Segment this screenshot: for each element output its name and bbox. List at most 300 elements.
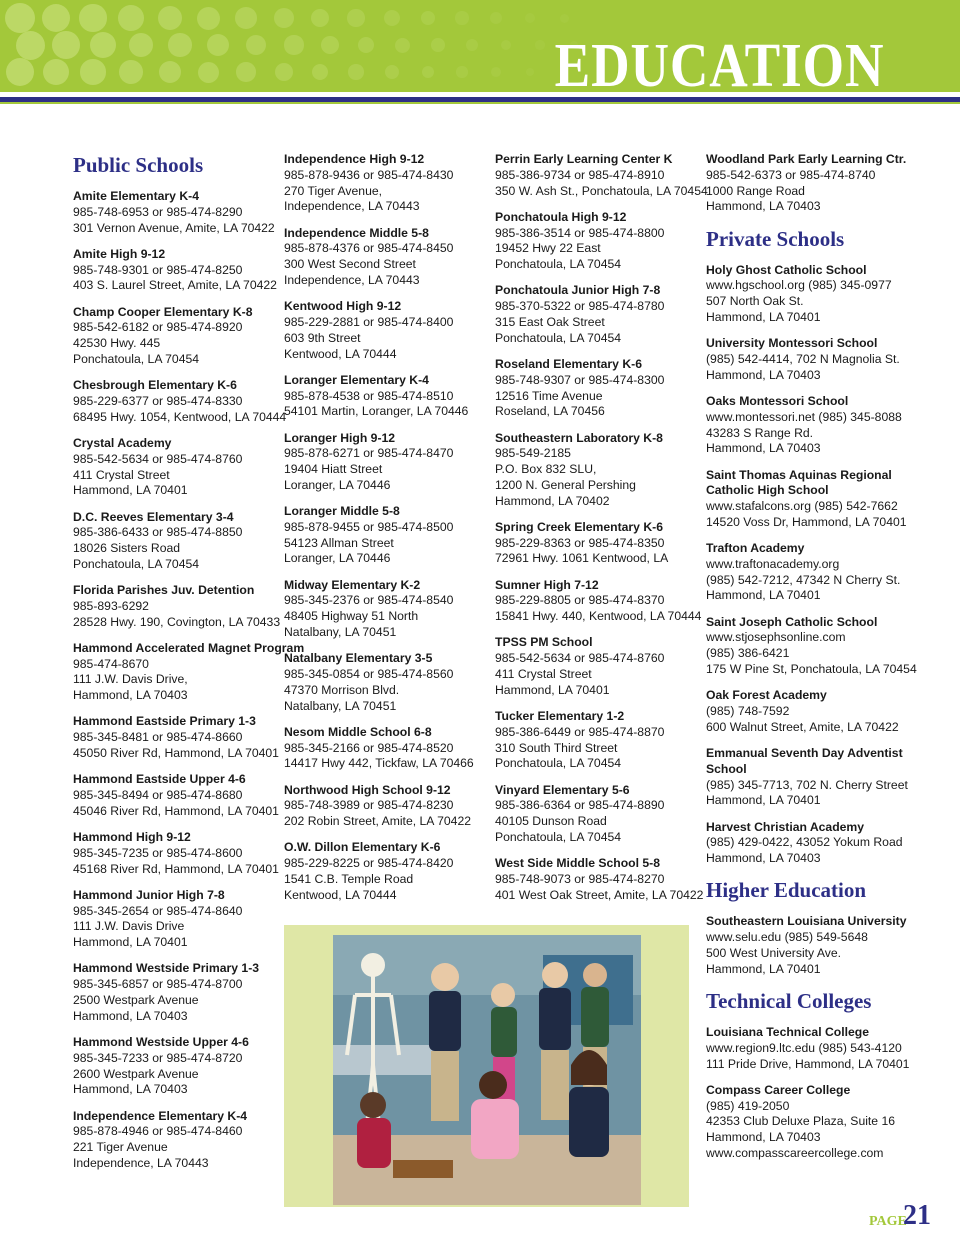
school-name: Saint Thomas Aquinas Regional <box>706 467 892 482</box>
school-entry <box>284 783 474 830</box>
school-detail-line: Ponchatoula, LA 70454 <box>73 351 200 366</box>
banner-dot <box>52 31 80 59</box>
school-entry <box>284 373 474 420</box>
school-detail-line: 985-748-6953 or 985-474-8290 <box>73 204 243 219</box>
school-detail-line: 45046 River Rd, Hammond, LA 70401 <box>73 803 279 818</box>
school-name: Harvest Christian Academy <box>706 819 865 834</box>
school-detail-line: 603 9th Street <box>284 330 361 345</box>
school-entry <box>495 709 708 772</box>
school-detail-line: 985-345-2654 or 985-474-8640 <box>73 903 243 918</box>
school-detail-line: Independence, LA 70443 <box>284 272 420 287</box>
school-detail-line: Kentwood, LA 70444 <box>284 346 397 361</box>
school-detail-line: 985-229-6377 or 985-474-8330 <box>73 393 243 408</box>
school-detail-line: 310 South Third Street <box>495 740 618 755</box>
school-entry <box>73 583 304 630</box>
school-detail-line: (985) 386-6421 <box>706 646 790 661</box>
school-detail-line: Hammond, LA 70403 <box>706 199 821 214</box>
banner-dot <box>358 37 374 53</box>
school-name: Emmanual Seventh Day Adventist <box>706 746 903 761</box>
page-title: EDUCATION <box>554 32 884 92</box>
banner-dot <box>395 38 410 53</box>
banner-dot <box>466 39 478 51</box>
school-detail-line: 270 Tiger Avenue, <box>284 183 383 198</box>
school-detail-line: 411 Crystal Street <box>73 467 170 482</box>
school-detail-line: 111 J.W. Davis Drive, <box>73 672 188 687</box>
school-detail-line: 985-542-5634 or 985-474-8760 <box>495 651 665 666</box>
school-name: Saint Joseph Catholic School <box>706 614 878 629</box>
school-entry <box>284 431 474 494</box>
school-entry <box>706 263 917 326</box>
school-detail-line: www.selu.edu (985) 549-5648 <box>706 930 868 945</box>
banner-dot <box>158 6 182 30</box>
school-entry <box>706 468 917 531</box>
banner-dot <box>525 13 535 23</box>
school-detail-line: (985) 419-2050 <box>706 1098 790 1113</box>
school-detail-line: 45050 River Rd, Hammond, LA 70401 <box>73 746 279 761</box>
school-name: Chesbrough Elementary K-6 <box>73 378 237 393</box>
banner-dot <box>422 66 435 79</box>
banner-dot <box>431 38 445 52</box>
school-name: Loranger High 9-12 <box>284 430 396 445</box>
school-name: Hammond Eastside Primary 1-3 <box>73 714 256 729</box>
school-detail-line: Roseland, LA 70456 <box>495 404 605 419</box>
banner-dot <box>246 35 267 56</box>
school-detail-line: 985-386-3514 or 985-474-8800 <box>495 225 665 240</box>
school-detail-line: 42530 Hwy. 445 <box>73 336 161 351</box>
school-detail-line: 985-345-2166 or 985-474-8520 <box>284 740 454 755</box>
school-entry <box>706 336 917 383</box>
banner-dot <box>119 60 143 84</box>
column-1 <box>73 152 304 1182</box>
school-detail-line: 985-878-9436 or 985-474-8430 <box>284 167 454 182</box>
school-name: Oak Forest Academy <box>706 688 827 703</box>
school-name: Florida Parishes Juv. Detention <box>73 583 255 598</box>
banner-dot <box>5 3 35 33</box>
school-detail-line: Ponchatoula, LA 70454 <box>495 756 622 771</box>
school-detail-line: 600 Walnut Street, Amite, LA 70422 <box>706 719 899 734</box>
school-entry <box>495 520 708 567</box>
column-2 <box>284 152 474 914</box>
school-detail-line: www.compasscareercollege.com <box>706 1145 884 1160</box>
school-detail-line: 175 W Pine St, Ponchatoula, LA 70454 <box>706 662 917 677</box>
school-entry <box>706 746 917 809</box>
school-detail-line: 985-370-5322 or 985-474-8780 <box>495 299 665 314</box>
school-entry <box>495 578 708 625</box>
banner-dot <box>560 14 569 23</box>
school-entry <box>73 1035 304 1098</box>
school-detail-line: 985-229-8363 or 985-474-8350 <box>495 535 665 550</box>
school-name: Sumner High 7-12 <box>495 577 599 592</box>
technical-colleges-list <box>706 1025 917 1162</box>
school-entry <box>495 283 708 346</box>
school-detail-line: 985-748-9073 or 985-474-8270 <box>495 871 665 886</box>
school-detail-line: Ponchatoula, LA 70454 <box>73 556 200 571</box>
school-detail-line: 985-893-6292 <box>73 598 149 613</box>
school-name: Compass Career College <box>706 1082 851 1097</box>
school-detail-line: 985-345-0854 or 985-474-8560 <box>284 667 454 682</box>
school-detail-line: 301 Vernon Avenue, Amite, LA 70422 <box>73 220 275 235</box>
school-detail-line: 985-345-7235 or 985-474-8600 <box>73 845 243 860</box>
page-label: PAGE <box>869 1214 907 1229</box>
school-detail-line: Hammond, LA 70401 <box>73 935 188 950</box>
banner-dot <box>129 33 154 58</box>
private-schools-list <box>706 263 917 867</box>
school-entry <box>495 431 708 510</box>
school-entry <box>284 578 474 641</box>
school-name: Hammond Accelerated Magnet Program <box>73 640 305 655</box>
school-detail-line: www.montessori.net (985) 345-8088 <box>706 409 902 424</box>
school-detail-line: Loranger, LA 70446 <box>284 551 391 566</box>
school-detail-line: 1000 Range Road <box>706 183 805 198</box>
private-schools-heading: Private Schools <box>706 226 845 251</box>
school-detail-line: 111 J.W. Davis Drive <box>73 919 185 934</box>
school-detail-line: Hammond, LA 70402 <box>495 493 610 508</box>
school-detail-line: 401 West Oak Street, Amite, LA 70422 <box>495 887 704 902</box>
banner-dot <box>235 7 257 29</box>
school-entry <box>495 152 708 199</box>
school-detail-line: Ponchatoula, LA 70454 <box>495 257 622 272</box>
school-entry <box>706 1083 917 1162</box>
school-name: Woodland Park Early Learning Ctr. <box>706 152 907 166</box>
school-entry <box>73 888 304 951</box>
school-detail-line: Ponchatoula, LA 70454 <box>495 830 622 844</box>
banner-dot <box>198 62 219 83</box>
banner-dot <box>90 32 116 58</box>
school-name: Holy Ghost Catholic School <box>706 262 867 277</box>
school-entry <box>73 641 304 704</box>
school-detail-line: 68495 Hwy. 1054, Kentwood, LA 70444 <box>73 409 287 424</box>
school-name: Independence Elementary K-4 <box>73 1108 248 1123</box>
school-entry <box>706 541 917 604</box>
school-detail-line: 202 Robin Street, Amite, LA 70422 <box>284 814 472 829</box>
banner-dot <box>501 40 512 51</box>
banner-dot <box>79 4 106 31</box>
school-detail-line: 985-878-6271 or 985-474-8470 <box>284 446 454 461</box>
school-detail-line: 985-229-2881 or 985-474-8400 <box>284 314 454 329</box>
school-detail-line: Hammond, LA 70403 <box>706 851 821 866</box>
school-name: Southeastern Laboratory K-8 <box>495 430 663 445</box>
school-detail-line: Hammond, LA 70403 <box>73 1008 188 1023</box>
banner-dot <box>284 35 303 54</box>
school-detail-line: 985-386-6433 or 985-474-8850 <box>73 525 243 540</box>
school-detail-line: (985) 345-7713, 702 N. Cherry Street <box>706 777 908 792</box>
school-entry <box>706 394 917 457</box>
school-name: Louisiana Technical College <box>706 1024 869 1039</box>
school-name: Perrin Early Learning Center K <box>495 152 673 166</box>
banner-dot <box>312 64 329 81</box>
school-entry <box>495 783 708 846</box>
banner-dot <box>118 5 144 31</box>
school-detail-line: 985-542-5634 or 985-474-8760 <box>73 451 243 466</box>
banner-dot <box>535 40 544 49</box>
school-detail-line: Hammond, LA 70403 <box>706 1130 821 1145</box>
school-detail-line: 985-878-4946 or 985-474-8460 <box>73 1124 243 1139</box>
school-name: Hammond High 9-12 <box>73 830 191 844</box>
school-name: Crystal Academy <box>73 435 172 450</box>
school-detail-line: (985) 429-0422, 43052 Yokum Road <box>706 835 903 850</box>
school-detail-line: 18026 Sisters Road <box>73 541 181 556</box>
school-entry <box>706 914 917 977</box>
banner-dot <box>321 36 339 54</box>
school-detail-line: 14520 Voss Dr, Hammond, LA 70401 <box>706 514 907 529</box>
school-detail-line: 985-878-4538 or 985-474-8510 <box>284 388 454 403</box>
school-entry <box>495 856 708 903</box>
school-entry <box>73 830 304 877</box>
school-entry <box>284 299 474 362</box>
school-entry <box>706 152 917 215</box>
public-schools-list-1 <box>73 189 304 1172</box>
school-detail-line: 985-345-8494 or 985-474-8680 <box>73 788 243 803</box>
photo-frame <box>284 925 689 1207</box>
school-detail-line: www.hgschool.org (985) 345-0977 <box>706 278 892 293</box>
school-entry <box>706 615 917 678</box>
school-entry <box>284 226 474 289</box>
public-schools-list-4 <box>706 152 917 215</box>
school-detail-line: Hammond, LA 70401 <box>706 588 821 603</box>
school-detail-line: Hammond, LA 70403 <box>73 1082 188 1097</box>
school-detail-line: 985-345-8481 or 985-474-8660 <box>73 730 243 745</box>
banner-dot <box>43 59 70 86</box>
students-illustration <box>333 935 641 1205</box>
banner-dot <box>311 9 330 28</box>
school-name: Loranger Elementary K-4 <box>284 372 429 387</box>
banner-dot <box>16 31 45 60</box>
school-detail-line: 19404 Hiatt Street <box>284 462 383 477</box>
school-detail-line: 42353 Club Deluxe Plaza, Suite 16 <box>706 1114 896 1129</box>
school-name: Independence Middle 5-8 <box>284 225 429 240</box>
school-name: Loranger Middle 5-8 <box>284 504 400 519</box>
school-entry <box>284 152 474 215</box>
school-entry <box>706 1025 917 1072</box>
school-detail-line: 985-549-2185 <box>495 446 571 461</box>
banner-dot <box>275 63 293 81</box>
banner-dot <box>80 59 105 84</box>
school-detail-line: www.stjosephsonline.com <box>706 630 846 645</box>
school-name: Tucker Elementary 1-2 <box>495 709 625 724</box>
school-detail-line: www.stafalcons.org (985) 542-7662 <box>706 499 898 514</box>
school-detail-line: www.region9.ltc.edu (985) 543-4120 <box>706 1040 902 1055</box>
school-name: Hammond Westside Primary 1-3 <box>73 961 260 976</box>
school-detail-line: 2500 Westpark Avenue <box>73 992 199 1007</box>
school-entry <box>73 436 304 499</box>
school-name: Independence High 9-12 <box>284 152 425 166</box>
school-detail-line: Hammond, LA 70401 <box>706 793 821 808</box>
school-detail-line: Hammond, LA 70401 <box>73 483 188 498</box>
school-detail-line: 985-542-6182 or 985-474-8920 <box>73 320 243 335</box>
banner-dot <box>347 9 364 26</box>
school-entry <box>706 820 917 867</box>
school-entry <box>73 714 304 761</box>
school-detail-line: 221 Tiger Avenue <box>73 1140 168 1155</box>
banner-dot <box>491 67 501 77</box>
school-name: Amite High 9-12 <box>73 246 166 261</box>
school-detail-line: 500 West University Ave. <box>706 945 842 960</box>
school-name: University Montessori School <box>706 336 878 351</box>
banner-dot <box>456 66 467 77</box>
school-name: Kentwood High 9-12 <box>284 299 402 314</box>
school-detail-line: (985) 748-7592 <box>706 704 790 719</box>
public-schools-list-3 <box>495 152 708 904</box>
school-detail-line: Hammond, LA 70403 <box>73 688 188 703</box>
school-name-cont: Catholic High School <box>706 483 829 498</box>
public-schools-list-2 <box>284 152 474 904</box>
school-entry <box>284 725 474 772</box>
banner-dot <box>384 10 400 26</box>
school-detail-line: P.O. Box 832 SLU, <box>495 462 597 477</box>
school-detail-line: 12516 Time Avenue <box>495 388 603 403</box>
school-entry <box>73 961 304 1024</box>
school-name: West Side Middle School 5-8 <box>495 856 661 871</box>
school-detail-line: 985-386-6364 or 985-474-8890 <box>495 798 665 813</box>
school-detail-line: Natalbany, LA 70451 <box>284 698 397 713</box>
school-name: Amite Elementary K-4 <box>73 189 199 203</box>
school-detail-line: 985-748-9301 or 985-474-8250 <box>73 262 243 277</box>
school-detail-line: 985-386-6449 or 985-474-8870 <box>495 724 665 739</box>
banner-dot <box>207 34 229 56</box>
school-entry <box>73 772 304 819</box>
column-4 <box>706 152 917 1172</box>
school-entry <box>284 651 474 714</box>
school-detail-line: 14417 Hwy 442, Tickfaw, LA 70466 <box>284 756 474 771</box>
school-name: Southeastern Louisiana University <box>706 914 907 929</box>
school-detail-line: 1200 N. General Pershing <box>495 477 636 492</box>
school-detail-line: Loranger, LA 70446 <box>284 477 391 492</box>
school-detail-line: 40105 Dunson Road <box>495 814 607 829</box>
school-detail-line: 985-542-6373 or 985-474-8740 <box>706 167 876 182</box>
school-entry <box>73 247 304 294</box>
school-detail-line: 315 East Oak Street <box>495 314 605 329</box>
column-3 <box>495 152 708 914</box>
school-detail-line: (985) 542-4414, 702 N Magnolia St. <box>706 351 900 366</box>
banner-dot <box>421 11 436 26</box>
school-entry <box>73 1109 304 1172</box>
school-detail-line: www.traftonacademy.org <box>706 556 840 571</box>
school-name: Northwood High School 9-12 <box>284 782 451 797</box>
school-detail-line: 43283 S Range Rd. <box>706 425 814 440</box>
school-name-cont: School <box>706 761 747 776</box>
school-entry <box>495 210 708 273</box>
school-name: Hammond Westside Upper 4-6 <box>73 1034 249 1049</box>
banner-dot <box>236 62 256 82</box>
school-name: Trafton Academy <box>706 541 805 556</box>
classroom-photo <box>333 935 641 1205</box>
school-detail-line: Independence, LA 70443 <box>73 1155 209 1170</box>
school-detail-line: Hammond, LA 70403 <box>706 367 821 382</box>
school-name: Roseland Elementary K-6 <box>495 356 642 371</box>
school-name: Oaks Montessori School <box>706 393 849 408</box>
school-detail-line: 15841 Hwy. 440, Kentwood, LA 70444 <box>495 609 702 624</box>
school-detail-line: 985-345-2376 or 985-474-8540 <box>284 593 454 608</box>
banner-dot <box>490 12 502 24</box>
school-detail-line: 985-748-9307 or 985-474-8300 <box>495 372 665 387</box>
school-entry <box>495 357 708 420</box>
school-detail-line: 54123 Allman Street <box>284 535 394 550</box>
banner-dot <box>385 65 399 79</box>
school-detail-line: 47370 Morrison Blvd. <box>284 682 400 697</box>
school-detail-line: 985-878-4376 or 985-474-8450 <box>284 241 454 256</box>
school-detail-line: Hammond, LA 70401 <box>706 309 821 324</box>
school-detail-line: 111 Pride Drive, Hammond, LA 70401 <box>706 1056 910 1071</box>
public-schools-heading: Public Schools <box>73 153 204 177</box>
higher-education-heading: Higher Education <box>706 878 867 903</box>
school-detail-line: 19452 Hwy 22 East <box>495 241 601 256</box>
school-name: Midway Elementary K-2 <box>284 577 421 592</box>
school-entry <box>284 504 474 567</box>
banner-dot <box>42 4 71 33</box>
school-name: Vinyard Elementary 5-6 <box>495 782 630 797</box>
school-detail-line: 45168 River Rd, Hammond, LA 70401 <box>73 861 279 876</box>
school-detail-line: 985-386-9734 or 985-474-8910 <box>495 167 665 182</box>
header-rule-green <box>0 102 960 104</box>
school-detail-line: 1541 C.B. Temple Road <box>284 871 414 886</box>
banner-dot <box>168 33 191 56</box>
school-name: Ponchatoula High 9-12 <box>495 209 627 224</box>
banner-dot <box>455 11 468 24</box>
school-entry <box>73 305 304 368</box>
school-detail-line: 985-229-8805 or 985-474-8370 <box>495 593 665 608</box>
school-detail-line: Independence, LA 70443 <box>284 199 420 214</box>
school-detail-line: 403 S. Laurel Street, Amite, LA 70422 <box>73 278 277 293</box>
school-detail-line: 48405 Highway 51 North <box>284 609 419 624</box>
banner-dot <box>6 58 34 86</box>
school-detail-line: 985-878-9455 or 985-474-8500 <box>284 519 454 534</box>
header-banner <box>0 0 960 92</box>
page-number: 21 <box>903 1200 931 1231</box>
school-detail-line: 72961 Hwy. 1061 Kentwood, LA <box>495 551 669 566</box>
school-detail-line: Hammond, LA 70401 <box>706 961 821 976</box>
school-detail-line: (985) 542-7212, 47342 N Cherry St. <box>706 572 901 587</box>
school-detail-line: Hammond, LA 70401 <box>495 682 610 697</box>
school-detail-line: 2600 Westpark Avenue <box>73 1066 199 1081</box>
school-detail-line: 985-474-8670 <box>73 656 149 671</box>
school-detail-line: Kentwood, LA 70444 <box>284 887 397 902</box>
school-detail-line: 985-229-8225 or 985-474-8420 <box>284 856 454 871</box>
school-entry <box>706 688 917 735</box>
banner-dot <box>197 7 220 30</box>
school-detail-line: Hammond, LA 70403 <box>706 441 821 456</box>
school-entry <box>73 510 304 573</box>
school-name: Spring Creek Elementary K-6 <box>495 519 663 534</box>
school-detail-line: 54101 Martin, Loranger, LA 70446 <box>284 404 469 419</box>
school-detail-line: 350 W. Ash St., Ponchatoula, LA 70454 <box>495 183 708 198</box>
school-entry <box>73 189 304 236</box>
school-name: D.C. Reeves Elementary 3-4 <box>73 509 234 524</box>
school-name: Hammond Eastside Upper 4-6 <box>73 772 246 787</box>
school-entry <box>73 378 304 425</box>
banner-dot <box>348 64 363 79</box>
school-name: O.W. Dillon Elementary K-6 <box>284 840 441 855</box>
higher-education-list <box>706 914 917 977</box>
technical-colleges-heading: Technical Colleges <box>706 988 872 1013</box>
school-name: Natalbany Elementary 3-5 <box>284 651 433 666</box>
school-detail-line: Natalbany, LA 70451 <box>284 625 397 640</box>
school-detail-line: 300 West Second Street <box>284 257 416 272</box>
school-detail-line: 985-345-6857 or 985-474-8700 <box>73 977 243 992</box>
school-entry <box>495 635 708 698</box>
school-detail-line: 507 North Oak St. <box>706 294 804 309</box>
school-detail-line: 28528 Hwy. 190, Covington, LA 70433 <box>73 614 281 629</box>
school-detail-line: Ponchatoula, LA 70454 <box>495 330 622 345</box>
school-detail-line: 985-345-7233 or 985-474-8720 <box>73 1050 243 1065</box>
banner-dot <box>159 61 181 83</box>
school-name: Champ Cooper Elementary K-8 <box>73 304 253 319</box>
school-detail-line: 411 Crystal Street <box>495 667 592 682</box>
school-detail-line: 985-748-3989 or 985-474-8230 <box>284 798 454 813</box>
school-entry <box>284 840 474 903</box>
school-name: Nesom Middle School 6-8 <box>284 724 432 739</box>
school-name: TPSS PM School <box>495 635 593 650</box>
banner-dot <box>526 68 534 76</box>
